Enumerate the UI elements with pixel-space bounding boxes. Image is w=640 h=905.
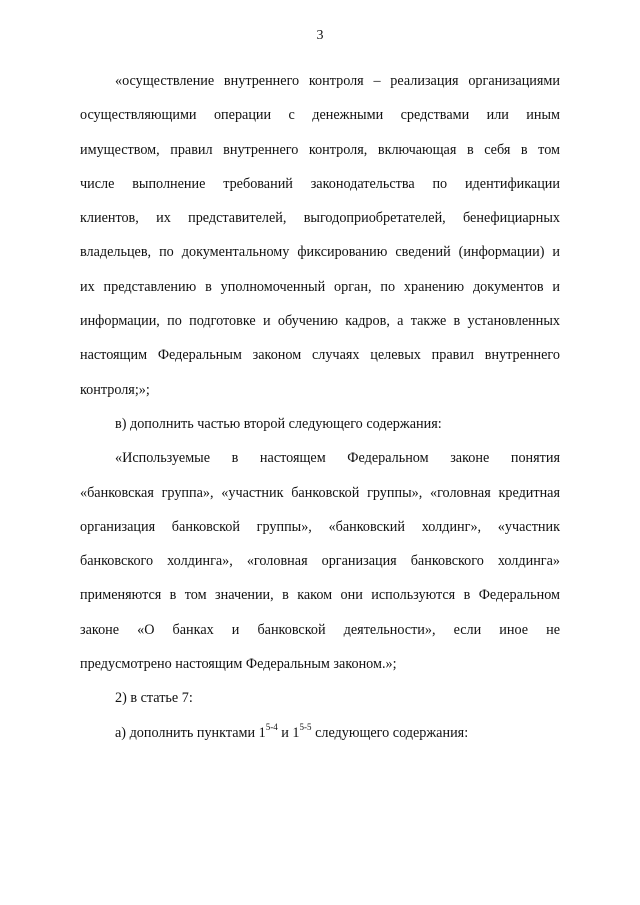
text-line: контроля;»;: [80, 381, 150, 398]
text-line: применяются в том значении, в каком они используются в Федеральном: [80, 587, 560, 604]
text-line: владельцев, по документальному фиксированию сведений (информации) и: [80, 244, 560, 261]
text-line: «банковская группа», «участник банковской группы», «головная кредитная: [80, 484, 560, 501]
text-fragment: следующего содержания:: [311, 724, 469, 741]
text-line: осуществляющими операции с денежными средствами или иным: [80, 107, 560, 124]
text-line: законе «О банках и банковской деятельности», если иное не: [80, 621, 560, 638]
paragraph-item-v: в) дополнить частью второй следующего содержания:: [115, 415, 442, 432]
paragraph-item-a: [80, 716, 560, 750]
text-line: организация банковской группы», «банковский холдинг», «участник: [80, 518, 560, 535]
text-line: «Используемые в настоящем Федеральном законе понятия: [115, 450, 560, 467]
text-line: клиентов, их представителей, выгодоприобретателей, бенефициарных: [80, 210, 560, 227]
document-body: [80, 64, 560, 750]
paragraph-terms-definition: [80, 441, 560, 681]
text-fragment: а) дополнить пунктами 1: [115, 724, 266, 741]
text-line: предусмотрено настоящим Федеральным законом.»;: [80, 656, 397, 673]
text-fragment: и 1: [277, 724, 300, 741]
text-line: информации, по подготовке и обучению кадров, а также в установленных: [80, 313, 560, 330]
text-line: «осуществление внутреннего контроля – реализация организациями: [115, 73, 560, 89]
text-line: их представлению в уполномоченный орган, по хранению документов и: [80, 278, 560, 295]
paragraph-internal-control-definition: [80, 64, 560, 407]
text-line: настоящим Федеральным законом случаях целевых правил внутреннего: [80, 347, 560, 364]
paragraph-item-2: 2) в статье 7:: [115, 690, 193, 707]
text-line: имуществом, правил внутреннего контроля, включающая в себя в том: [80, 141, 560, 158]
text-line: банковского холдинга», «головная организация банковского холдинга»: [80, 553, 560, 570]
superscript: 5-4: [265, 721, 278, 732]
text-line: числе выполнение требований законодательства по идентификации: [80, 175, 560, 192]
superscript: 5-5: [299, 721, 312, 732]
page-number: 3: [316, 28, 324, 43]
